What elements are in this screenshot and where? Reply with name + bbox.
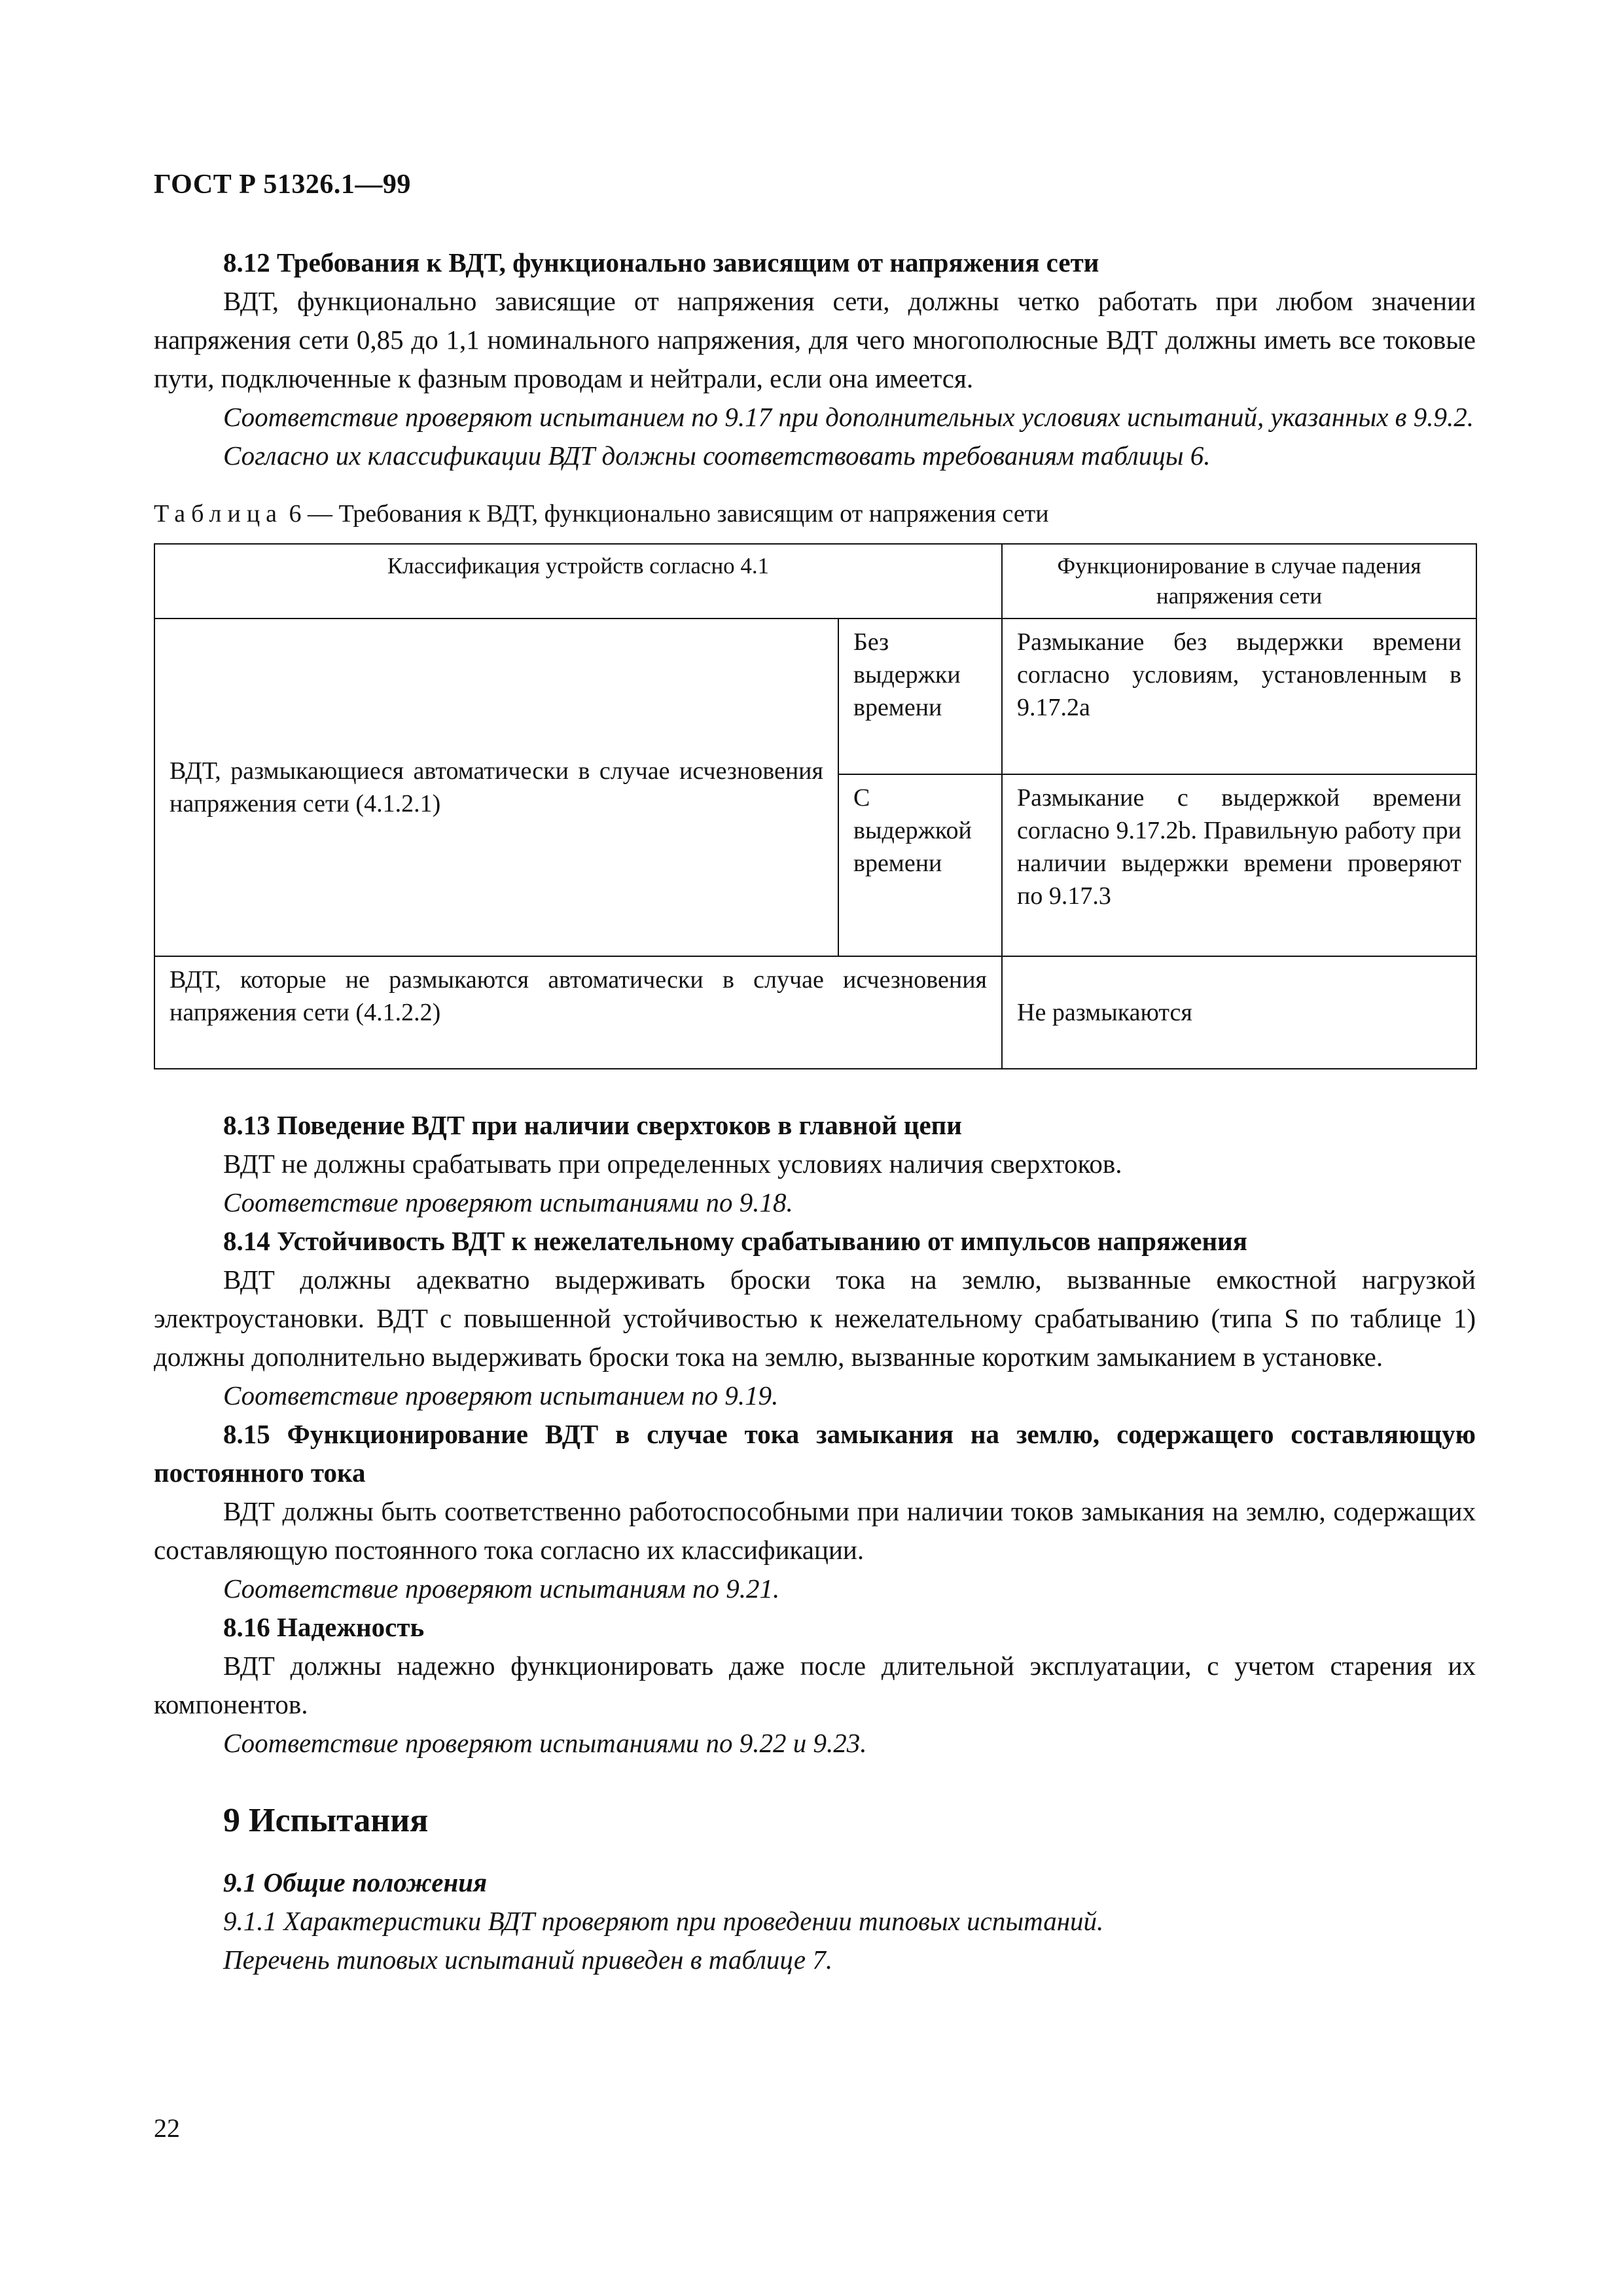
compliance-note: Соответствие проверяют испытаниям по 9.21. bbox=[223, 1573, 780, 1604]
section-heading-9: 9 Испытания bbox=[223, 1802, 429, 1839]
section-heading-8-13: 8.13 Поведение ВДТ при наличии сверхтоков в главной цепи bbox=[223, 1110, 962, 1140]
paragraph: ВДТ должны надежно функционировать даже после длительной эксплуатации, с учетом старения их компонентов. bbox=[154, 1651, 1476, 1719]
paragraph: ВДТ не должны срабатывать при определенных условиях наличия сверхтоков. bbox=[223, 1149, 1122, 1179]
table-cell: Без выдержки времени bbox=[838, 619, 1002, 774]
table-cell: ВДТ, которые не размыкаются автоматически в случае исчезновения напряжения сети (4.1.2.2) bbox=[154, 956, 1002, 1069]
section-heading-8-14: 8.14 Устойчивость ВДТ к нежелательному срабатыванию от импульсов напряжения bbox=[223, 1226, 1247, 1256]
compliance-note: Соответствие проверяют испытаниями по 9.18. bbox=[223, 1187, 793, 1217]
paragraph: ВДТ должны быть соответственно работоспособными при наличии токов замыкания на землю, содержащих составляющую постоянного тока согласно их классификации. bbox=[154, 1496, 1476, 1565]
table-row bbox=[154, 956, 1476, 1069]
compliance-note: Соответствие проверяют испытанием по 9.19. bbox=[223, 1380, 779, 1410]
paragraph: ВДТ, функционально зависящие от напряжения сети, должны четко работать при любом значении напряжения сети 0,85 до 1,1 номинального напряжения, для чего многополюсные ВДТ должны иметь все токовые пути, подключенные к фазным проводам и нейтрали, если она имеется. bbox=[154, 286, 1476, 393]
section-heading-8-16: 8.16 Надежность bbox=[223, 1612, 425, 1642]
paragraph: 9.1.1 Характеристики ВДТ проверяют при проведении типовых испытаний. bbox=[223, 1906, 1104, 1936]
table-cell: С выдержкой времени bbox=[838, 774, 1002, 956]
page-number: 22 bbox=[154, 2113, 180, 2143]
table-cell: ВДТ, размыкающиеся автоматически в случае исчезновения напряжения сети (4.1.2.1) bbox=[154, 619, 838, 956]
table-cell: Не размыкаются bbox=[1002, 956, 1476, 1069]
table-header-cell: Функционирование в случае падения напряжения сети bbox=[1002, 544, 1476, 619]
section-heading-8-15: 8.15 Функционирование ВДТ в случае тока замыкания на землю, содержащего составляющую постоянного тока bbox=[154, 1419, 1476, 1488]
paragraph: ВДТ должны адекватно выдерживать броски тока на землю, вызванные емкостной нагрузкой электроустановки. ВДТ с повышенной устойчивостью к нежелательному срабатыванию (типа S по таблице 1) должны дополнительно выдерживать броски тока на землю, вызванные коротким замыканием в установке. bbox=[154, 1265, 1476, 1372]
compliance-note: Соответствие проверяют испытаниями по 9.22 и 9.23. bbox=[223, 1728, 867, 1758]
table-row bbox=[154, 619, 1476, 774]
table-cell: Размыкание с выдержкой времени согласно 9.17.2b. Правильную работу при наличии выдержки времени проверяют по 9.17.3 bbox=[1002, 774, 1476, 956]
table-header-row bbox=[154, 544, 1476, 619]
document-header: ГОСТ Р 51326.1—99 bbox=[154, 170, 411, 200]
compliance-note: Согласно их классификации ВДТ должны соответствовать требованиям таблицы 6. bbox=[223, 440, 1211, 471]
compliance-note: Соответствие проверяют испытанием по 9.17 при дополнительных условиях испытаний, указанных в 9.9.2. bbox=[223, 402, 1474, 432]
table-cell: Размыкание без выдержки времени согласно условиям, установленным в 9.17.2а bbox=[1002, 619, 1476, 774]
table-caption-text: 6 — Требования к ВДТ, функционально зависящим от напряжения сети bbox=[283, 500, 1049, 528]
section-heading-8-12: 8.12 Требования к ВДТ, функционально зависящим от напряжения сети bbox=[223, 247, 1099, 278]
table-header-cell: Классификация устройств согласно 4.1 bbox=[154, 544, 1002, 619]
page-content bbox=[154, 243, 1476, 1979]
paragraph: Перечень типовых испытаний приведен в таблице 7. bbox=[223, 1945, 833, 1975]
subsection-heading-9-1: 9.1 Общие положения bbox=[223, 1867, 488, 1897]
table-caption-label: Таблица bbox=[154, 500, 283, 528]
requirements-table bbox=[154, 543, 1477, 1069]
table-caption bbox=[154, 497, 1476, 530]
